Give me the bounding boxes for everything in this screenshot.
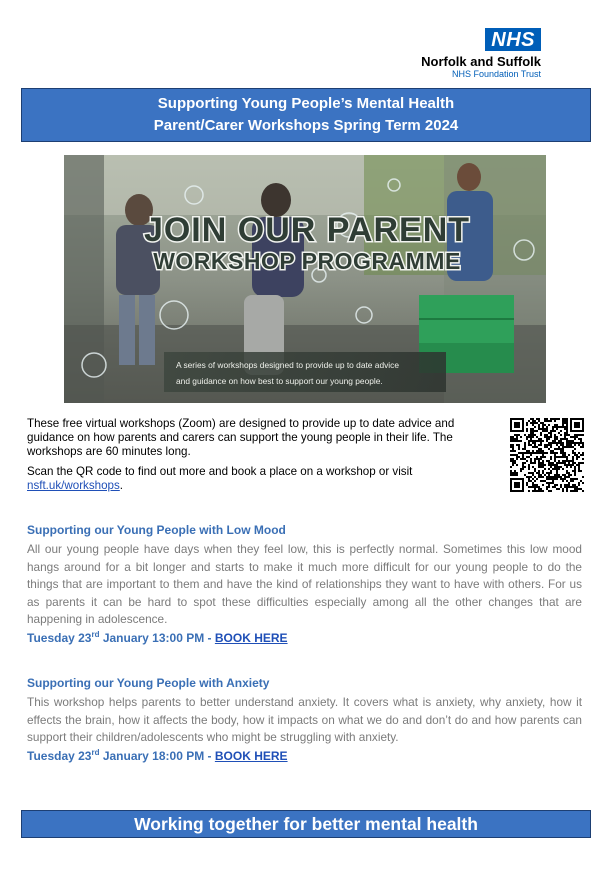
book-here-button[interactable]: BOOK HERE [214,748,288,763]
workshop-date-day: Tuesday 23 [27,748,92,763]
title-banner [21,88,591,142]
nhs-badge: NHS [485,28,541,51]
intro-paragraph-1: These free virtual workshops (Zoom) are designed to provide up to date advice and guidance on how parents and carers can support the young people in their life. The workshops are 60 minutes long. [27,417,455,458]
hero-caption-1: A series of workshops designed to provide up to date advice [176,360,400,370]
workshop-description: This workshop helps parents to better understand anxiety. It covers what is anxiety, why anxiety, how it effects the brain, how it affects the body, how it impacts on what we do and don’t do and how parents can support their children/adolescents who might be struggling with anxiety. [27,695,582,744]
intro-text [27,417,497,493]
workshop-description: All our young people have days when they feel low, this is perfectly normal. Sometimes this low mood hangs around for a bit longer and starts to make it much more difficult for our young people to do the things that are important to them and have the kind of relationships they want to have with others. For us as parents it can be hard to spot these difficulties especially among all the other changes that are happening in adolescence. [27,542,582,626]
workshop-title: Supporting our Young People with Low Mood [27,523,286,537]
footer-text: Working together for better mental health [134,814,478,834]
workshop-date-suffix: rd [91,747,100,757]
workshop-low-mood [27,523,582,646]
hero-image [64,155,546,403]
nhs-logo [401,28,541,79]
workshop-date [27,630,582,646]
workshop-date [27,748,582,764]
workshop-date-rest: January 18:00 PM - [99,748,215,763]
footer-banner [21,810,591,838]
qr-code [510,418,584,492]
hero-heading-1: JOIN OUR PARENT [143,211,471,249]
org-subtitle: NHS Foundation Trust [451,69,541,79]
workshop-date-day: Tuesday 23 [27,630,92,645]
hero-heading-2: WORKSHOP PROGRAMME [153,248,461,274]
intro-paragraph-2-text: Scan the QR code to find out more and book a place on a workshop or visit [27,465,413,478]
hero-caption-2: and guidance on how best to support our young people. [176,376,383,386]
workshop-anxiety [27,676,582,764]
intro-paragraph-2 [27,465,497,493]
title-line-1: Supporting Young People’s Mental Health [157,95,455,112]
intro-link-suffix: . [119,479,124,492]
workshops-link[interactable]: nsft.uk/workshops [27,479,120,492]
org-name: Norfolk and Suffolk [421,54,541,69]
workshop-date-suffix: rd [91,629,100,639]
title-line-2: Parent/Carer Workshops Spring Term 2024 [153,117,459,134]
book-here-button[interactable]: BOOK HERE [214,630,288,645]
workshop-title: Supporting our Young People with Anxiety [27,676,270,690]
hero-photo [64,155,546,403]
workshop-date-rest: January 13:00 PM - [99,630,215,645]
